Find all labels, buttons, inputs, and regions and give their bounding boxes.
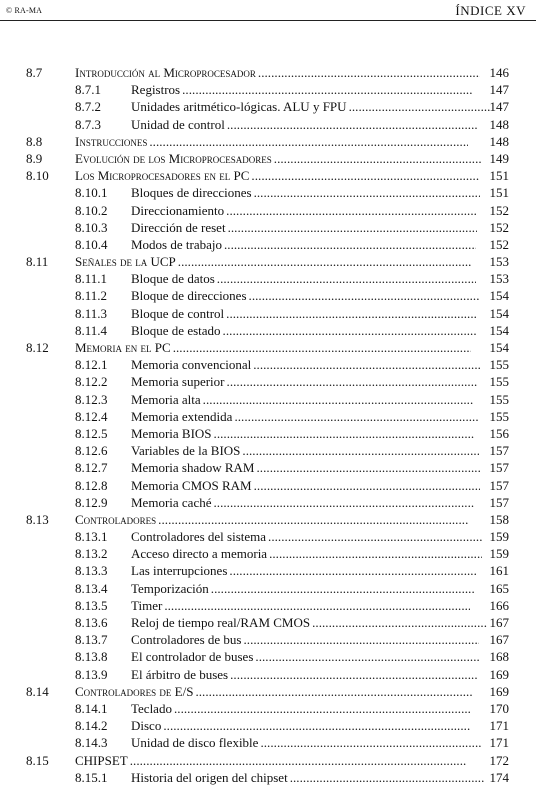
toc-title: Registros (131, 82, 181, 98)
toc-section-row (0, 511, 536, 528)
toc-section-row (0, 150, 536, 167)
dot-leader (260, 734, 480, 751)
toc-title: Bloque de control (131, 305, 225, 321)
toc-entry (131, 734, 536, 751)
toc-number: 8.15 (26, 752, 49, 768)
toc-page-number: 155 (489, 374, 509, 390)
toc-subsection-row (0, 494, 536, 511)
toc-subsection-row (0, 408, 536, 425)
dot-leader (158, 511, 469, 528)
toc-subsection-row (0, 391, 536, 408)
toc-number: 8.7.2 (75, 99, 101, 115)
toc-page-number: 157 (489, 477, 509, 493)
dot-leader (290, 769, 484, 786)
toc-number: 8.10 (26, 168, 49, 184)
toc-subsection-row (0, 648, 536, 665)
dot-leader (269, 545, 482, 562)
toc-page-number: 169 (489, 683, 509, 699)
toc-title: El controlador de buses (131, 649, 254, 665)
dot-leader (164, 597, 469, 614)
toc-title: Variables de la BIOS (131, 443, 241, 459)
toc-number: 8.12.5 (75, 425, 108, 441)
toc-number: 8.12.4 (75, 408, 108, 424)
toc-entry (75, 64, 536, 81)
toc-page-number: 154 (489, 340, 509, 355)
dot-leader (243, 631, 478, 648)
dot-leader (268, 528, 481, 545)
toc-number: 8.11.4 (75, 322, 108, 338)
dot-leader (349, 98, 490, 115)
toc-subsection-row (0, 373, 536, 390)
toc-subsection-row (0, 734, 536, 751)
dot-leader (223, 322, 477, 339)
toc-number: 8.11.2 (75, 288, 108, 304)
toc-entry (75, 167, 536, 184)
toc-title: Bloques de direcciones (131, 185, 252, 201)
toc-subsection-row (0, 717, 536, 734)
dot-leader (174, 700, 471, 717)
toc-title: Memoria CMOS RAM (131, 477, 252, 493)
toc-page-number: 147 (489, 99, 509, 115)
dot-leader (163, 717, 469, 734)
toc-subsection-row (0, 98, 536, 115)
toc-entry (131, 562, 536, 579)
toc-section-row (0, 752, 536, 769)
table-of-contents (0, 64, 536, 786)
toc-number: 8.13.7 (75, 632, 108, 648)
toc-entry (131, 614, 536, 631)
toc-page-number: 148 (489, 133, 509, 149)
dot-leader (214, 425, 476, 442)
toc-number: 8.13.5 (75, 597, 108, 613)
toc-subsection-row (0, 442, 536, 459)
toc-page-number: 168 (489, 649, 509, 665)
toc-entry (131, 116, 536, 133)
toc-page-number: 170 (489, 700, 509, 716)
toc-number: 8.14.1 (75, 700, 108, 716)
toc-number: 8.10.4 (75, 236, 108, 252)
toc-subsection-row (0, 184, 536, 201)
toc-subsection-row (0, 236, 536, 253)
toc-number: 8.7 (26, 65, 43, 80)
toc-subsection-row (0, 356, 536, 373)
toc-subsection-row (0, 459, 536, 476)
toc-title: Memoria extendida (131, 408, 233, 424)
toc-entry (75, 683, 536, 700)
toc-title: Reloj de tiempo real/RAM CMOS (131, 615, 311, 630)
toc-page-number: 159 (489, 529, 509, 545)
toc-number: 8.12.9 (75, 494, 108, 510)
toc-entry (131, 769, 536, 786)
toc-title: Timer (131, 597, 163, 613)
toc-number: 8.13.6 (75, 615, 108, 630)
toc-number: 8.14.2 (75, 718, 108, 734)
toc-entry (131, 442, 536, 459)
toc-title: Unidad de control (131, 116, 225, 132)
dot-leader (178, 253, 471, 270)
dot-leader (195, 683, 473, 700)
dot-leader (249, 287, 480, 304)
toc-number: 8.13.9 (75, 666, 108, 682)
toc-entry (131, 270, 536, 287)
toc-page-number: 166 (489, 597, 509, 613)
publisher-mark: © RA-MA (6, 6, 43, 15)
dot-leader (253, 356, 480, 373)
toc-entry (131, 184, 536, 201)
toc-number: 8.7.3 (75, 116, 101, 132)
dot-leader (251, 167, 479, 184)
toc-subsection-row (0, 425, 536, 442)
page-header (0, 0, 536, 22)
toc-section-row (0, 133, 536, 150)
toc-entry (131, 700, 536, 717)
dot-leader (242, 442, 478, 459)
toc-title: Memoria alta (131, 391, 201, 407)
dot-leader (274, 150, 482, 167)
toc-page-number: 174 (489, 769, 509, 785)
toc-number: 8.8 (26, 133, 43, 149)
toc-page-number: 165 (489, 580, 509, 596)
toc-title: Dirección de reset (131, 219, 226, 235)
toc-number: 8.7.1 (75, 82, 101, 98)
toc-entry (131, 580, 536, 597)
toc-title: Modos de trabajo (131, 236, 222, 252)
toc-entry (131, 202, 536, 219)
toc-entry (131, 356, 536, 373)
dot-leader (257, 459, 481, 476)
toc-subsection-row (0, 270, 536, 287)
toc-page-number: 154 (489, 288, 509, 304)
toc-title: Controladores del sistema (131, 529, 267, 545)
toc-subsection-row (0, 769, 536, 786)
toc-number: 8.11.3 (75, 305, 108, 321)
toc-entry (75, 150, 536, 167)
toc-entry (131, 717, 536, 734)
toc-number: 8.12 (26, 340, 49, 355)
toc-title: CHIPSET (75, 752, 128, 768)
dot-leader (224, 236, 477, 253)
toc-page-number: 147 (489, 82, 509, 98)
toc-number: 8.9 (26, 150, 43, 166)
toc-subsection-row (0, 580, 536, 597)
dot-leader (254, 477, 480, 494)
toc-entry (131, 236, 536, 253)
toc-page-number: 157 (489, 443, 509, 459)
toc-subsection-row (0, 305, 536, 322)
toc-title: Disco (131, 718, 162, 734)
toc-entry (131, 391, 536, 408)
toc-title: Memoria superior (131, 374, 225, 390)
toc-title: Memoria BIOS (131, 425, 212, 441)
toc-page-number: 167 (489, 615, 509, 630)
toc-number: 8.12.7 (75, 460, 108, 476)
toc-number: 8.12.2 (75, 374, 108, 390)
toc-title: Controladores (75, 511, 157, 527)
dot-leader (217, 270, 476, 287)
toc-entry (131, 287, 536, 304)
toc-number: 8.12.8 (75, 477, 108, 493)
toc-subsection-row (0, 545, 536, 562)
dot-leader (211, 580, 475, 597)
toc-title: Instrucciones (75, 133, 148, 149)
toc-entry (131, 81, 536, 98)
toc-section-row (0, 339, 536, 356)
toc-entry (131, 494, 536, 511)
toc-title: Memoria en el PC (75, 340, 171, 355)
toc-subsection-row (0, 528, 536, 545)
toc-page-number: 156 (489, 425, 509, 441)
dot-leader (226, 305, 477, 322)
toc-number: 8.10.1 (75, 185, 108, 201)
toc-entry (75, 253, 536, 270)
toc-title: Unidad de disco flexible (131, 735, 259, 751)
toc-number: 8.13.2 (75, 546, 108, 562)
toc-number: 8.15.1 (75, 769, 108, 785)
toc-subsection-row (0, 666, 536, 683)
toc-page-number: 149 (489, 150, 509, 166)
toc-subsection-row (0, 116, 536, 133)
dot-leader (203, 391, 474, 408)
toc-title: Las interrupciones (131, 563, 228, 579)
toc-page-number: 167 (489, 632, 509, 648)
toc-page-number: 151 (489, 168, 509, 184)
toc-number: 8.10.2 (75, 202, 108, 218)
toc-entry (131, 648, 536, 665)
toc-page-number: 171 (489, 718, 509, 734)
toc-title: Bloque de estado (131, 322, 221, 338)
toc-number: 8.11.1 (75, 271, 108, 287)
toc-title: Memoria convencional (131, 357, 252, 373)
toc-entry (75, 752, 536, 769)
toc-page-number: 153 (489, 271, 509, 287)
toc-subsection-row (0, 287, 536, 304)
toc-number: 8.13.3 (75, 563, 108, 579)
header-rule (0, 20, 536, 21)
toc-title: Memoria caché (131, 494, 212, 510)
toc-entry (131, 305, 536, 322)
toc-page-number: 171 (489, 735, 509, 751)
toc-title: Controladores de bus (131, 632, 242, 648)
toc-title: Temporización (131, 580, 209, 596)
toc-number: 8.14.3 (75, 735, 108, 751)
toc-subsection-row (0, 81, 536, 98)
toc-title: Historia del origen del chipset (131, 769, 288, 785)
toc-title: Señales de la UCP (75, 254, 176, 270)
toc-page-number: 152 (489, 219, 509, 235)
toc-subsection-row (0, 219, 536, 236)
toc-entry (131, 631, 536, 648)
toc-page-number: 148 (489, 116, 509, 132)
toc-subsection-row (0, 631, 536, 648)
toc-entry (131, 545, 536, 562)
toc-subsection-row (0, 597, 536, 614)
toc-number: 8.10.3 (75, 219, 108, 235)
toc-subsection-row (0, 322, 536, 339)
toc-subsection-row (0, 562, 536, 579)
toc-section-row (0, 64, 536, 81)
toc-title: Bloque de datos (131, 271, 215, 287)
toc-number: 8.12.1 (75, 357, 108, 373)
toc-page-number: 157 (489, 494, 509, 510)
toc-entry (131, 98, 536, 115)
dot-leader (182, 81, 472, 98)
toc-entry (131, 528, 536, 545)
dot-leader (254, 184, 480, 201)
toc-subsection-row (0, 477, 536, 494)
toc-page-number: 154 (489, 305, 509, 321)
toc-title: Acceso directo a memoria (131, 546, 268, 562)
toc-page-number: 157 (489, 460, 509, 476)
dot-leader (227, 373, 477, 390)
toc-page-number: 152 (489, 202, 509, 218)
toc-title: Unidades aritmético-lógicas. ALU y FPU (131, 99, 347, 115)
dot-leader (149, 133, 468, 150)
toc-entry (131, 666, 536, 683)
toc-title: Memoria shadow RAM (131, 460, 255, 476)
dot-leader (255, 648, 480, 665)
toc-entry (75, 133, 536, 150)
toc-subsection-row (0, 202, 536, 219)
toc-entry (131, 477, 536, 494)
running-title: ÍNDICE XV (455, 3, 526, 18)
toc-page-number: 152 (489, 236, 509, 252)
toc-subsection-row (0, 614, 536, 631)
toc-page-number: 155 (489, 408, 509, 424)
toc-section-row (0, 253, 536, 270)
dot-leader (227, 116, 477, 133)
toc-page-number: 159 (489, 546, 509, 562)
toc-page-number: 155 (489, 357, 509, 373)
toc-section-row (0, 683, 536, 700)
toc-entry (131, 373, 536, 390)
toc-page-number: 146 (489, 65, 509, 80)
toc-page-number: 154 (489, 322, 509, 338)
dot-leader (226, 202, 477, 219)
toc-page-number: 161 (489, 563, 509, 579)
toc-number: 8.12.6 (75, 443, 108, 459)
dot-leader (312, 614, 486, 631)
toc-page-number: 155 (489, 391, 509, 407)
toc-title: Teclado (131, 700, 172, 716)
toc-title: Introducción al Microprocesador (75, 65, 256, 80)
dot-leader (234, 408, 477, 425)
toc-entry (131, 322, 536, 339)
toc-section-row (0, 167, 536, 184)
dot-leader (213, 494, 475, 511)
dot-leader (230, 666, 477, 683)
toc-title: El árbitro de buses (131, 666, 229, 682)
toc-entry (131, 425, 536, 442)
toc-number: 8.13 (26, 511, 49, 527)
toc-entry (75, 511, 536, 528)
toc-entry (75, 339, 536, 356)
toc-title: Bloque de direcciones (131, 288, 247, 304)
toc-title: Los Microprocesadores en el PC (75, 168, 250, 184)
toc-entry (131, 219, 536, 236)
toc-page-number: 153 (489, 254, 509, 270)
toc-page-number: 158 (489, 511, 509, 527)
toc-page-number: 151 (489, 185, 509, 201)
toc-number: 8.12.3 (75, 391, 108, 407)
dot-leader (173, 339, 471, 356)
toc-entry (131, 459, 536, 476)
toc-entry (131, 408, 536, 425)
toc-number: 8.11 (26, 254, 49, 270)
dot-leader (229, 562, 477, 579)
dot-leader (228, 219, 477, 236)
toc-title: Evolución de los Microprocesadores (75, 150, 272, 166)
toc-entry (131, 597, 536, 614)
toc-number: 8.14 (26, 683, 49, 699)
dot-leader (258, 64, 480, 81)
toc-page-number: 169 (489, 666, 509, 682)
toc-title: Direccionamiento (131, 202, 225, 218)
toc-subsection-row (0, 700, 536, 717)
toc-number: 8.13.8 (75, 649, 108, 665)
dot-leader (130, 752, 466, 769)
toc-number: 8.13.4 (75, 580, 108, 596)
toc-number: 8.13.1 (75, 529, 108, 545)
toc-title: Controladores de E/S (75, 683, 194, 699)
toc-page-number: 172 (489, 752, 509, 768)
